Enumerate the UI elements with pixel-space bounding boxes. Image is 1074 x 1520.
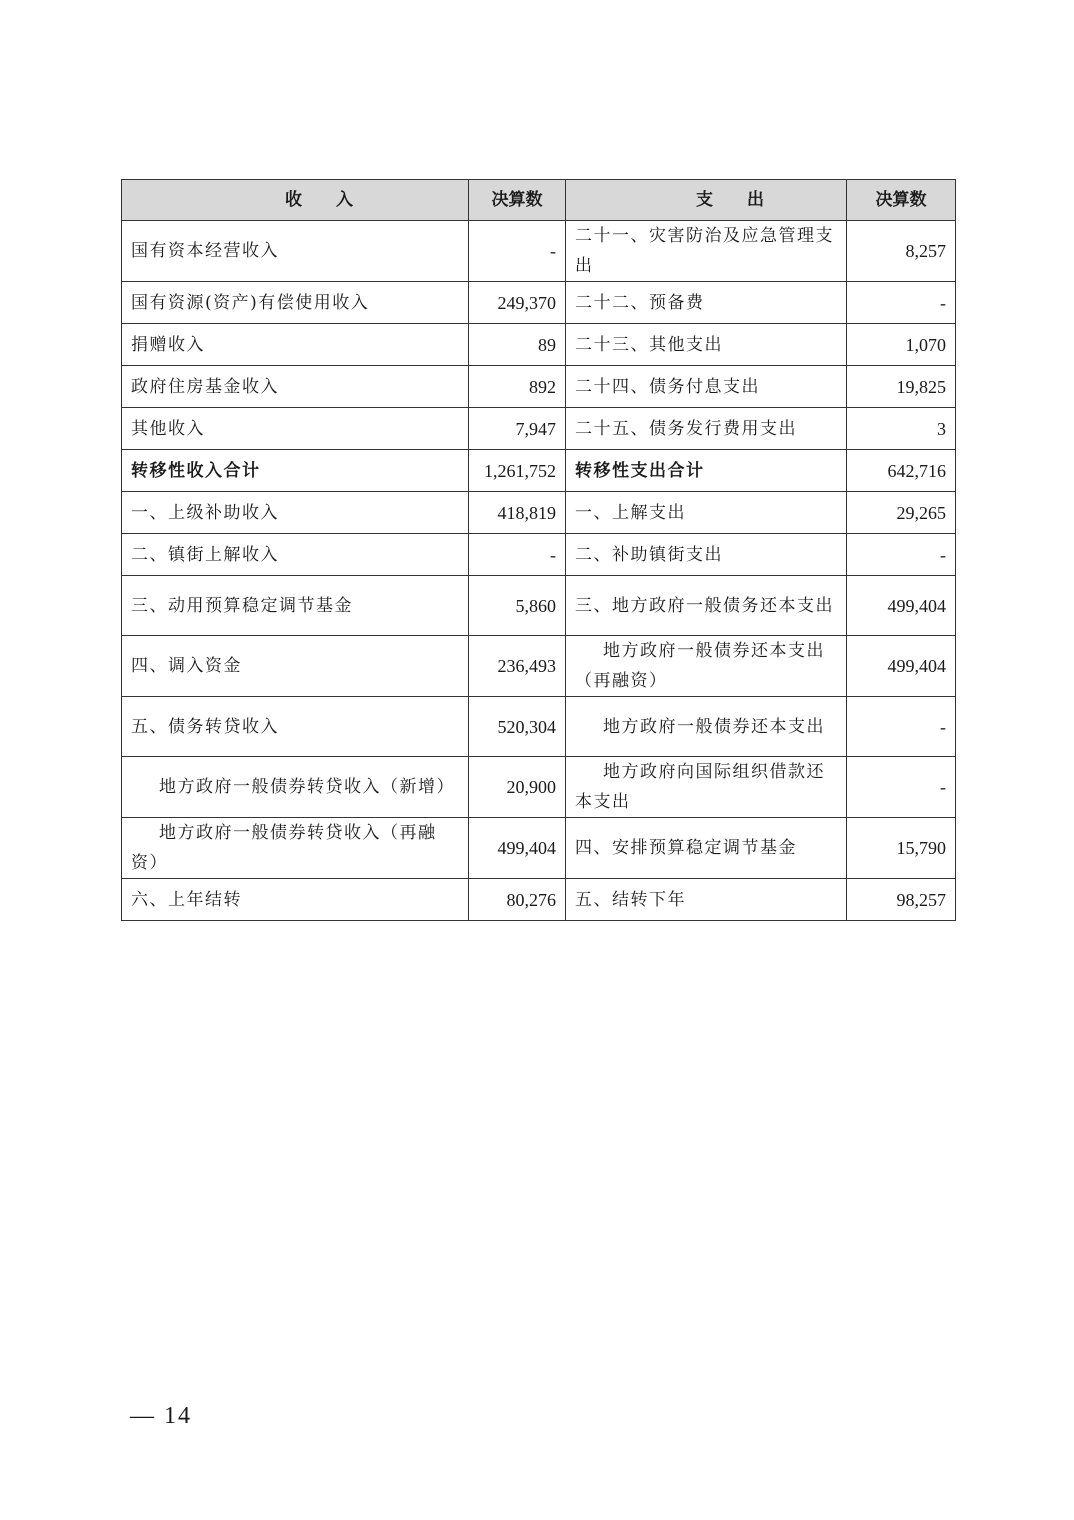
income-amount: 20,900 <box>469 757 566 818</box>
income-amount: 236,493 <box>469 636 566 697</box>
table-row <box>122 636 956 697</box>
expense-amount: 499,404 <box>847 576 956 636</box>
income-amount: 499,404 <box>469 818 566 879</box>
expense-value-column-header: 决算数 <box>847 180 956 221</box>
income-item: 国有资源(资产)有偿使用收入 <box>122 282 469 324</box>
expense-item: 二十二、预备费 <box>566 282 847 324</box>
income-amount: 418,819 <box>469 492 566 534</box>
transfer-income-total-label: 转移性收入合计 <box>122 450 469 492</box>
subtotal-row <box>122 450 956 492</box>
table-row <box>122 282 956 324</box>
budget-table <box>121 179 956 921</box>
income-item: 地方政府一般债券转贷收入（再融资） <box>122 818 469 879</box>
expense-item: 地方政府一般债券还本支出 <box>566 697 847 757</box>
expense-item: 五、结转下年 <box>566 879 847 921</box>
expense-item: 四、安排预算稳定调节基金 <box>566 818 847 879</box>
expense-amount: 29,265 <box>847 492 956 534</box>
expense-amount: 3 <box>847 408 956 450</box>
income-item: 捐赠收入 <box>122 324 469 366</box>
expense-item: 三、地方政府一般债务还本支出 <box>566 576 847 636</box>
income-item: 六、上年结转 <box>122 879 469 921</box>
table-row <box>122 324 956 366</box>
expense-column-header: 支 出 <box>566 180 847 221</box>
transfer-expense-total: 642,716 <box>847 450 956 492</box>
expense-amount: - <box>847 534 956 576</box>
page-number: — 14 <box>130 1403 192 1429</box>
table-row <box>122 757 956 818</box>
expense-amount: 499,404 <box>847 636 956 697</box>
transfer-expense-total-label: 转移性支出合计 <box>566 450 847 492</box>
table-row <box>122 492 956 534</box>
table-row <box>122 408 956 450</box>
income-item: 五、债务转贷收入 <box>122 697 469 757</box>
budget-sheet <box>121 179 955 921</box>
table-row <box>122 818 956 879</box>
table-row <box>122 534 956 576</box>
income-amount: - <box>469 221 566 282</box>
income-item: 三、动用预算稳定调节基金 <box>122 576 469 636</box>
expense-item: 二、补助镇街支出 <box>566 534 847 576</box>
income-amount: 80,276 <box>469 879 566 921</box>
income-amount: - <box>469 534 566 576</box>
expense-item: 二十一、灾害防治及应急管理支出 <box>566 221 847 282</box>
transfer-income-total: 1,261,752 <box>469 450 566 492</box>
income-column-header: 收 入 <box>122 180 469 221</box>
table-row <box>122 697 956 757</box>
table-row <box>122 879 956 921</box>
income-amount: 520,304 <box>469 697 566 757</box>
expense-amount: 1,070 <box>847 324 956 366</box>
expense-item: 地方政府一般债券还本支出（再融资） <box>566 636 847 697</box>
income-item: 二、镇街上解收入 <box>122 534 469 576</box>
expense-amount: 8,257 <box>847 221 956 282</box>
expense-item: 二十五、债务发行费用支出 <box>566 408 847 450</box>
table-row <box>122 366 956 408</box>
income-item: 四、调入资金 <box>122 636 469 697</box>
expense-item: 一、上解支出 <box>566 492 847 534</box>
table-header-row <box>122 180 956 221</box>
income-item: 一、上级补助收入 <box>122 492 469 534</box>
income-amount: 7,947 <box>469 408 566 450</box>
expense-item: 地方政府向国际组织借款还本支出 <box>566 757 847 818</box>
income-amount: 89 <box>469 324 566 366</box>
income-item: 国有资本经营收入 <box>122 221 469 282</box>
expense-amount: - <box>847 757 956 818</box>
expense-item: 二十四、债务付息支出 <box>566 366 847 408</box>
income-item: 政府住房基金收入 <box>122 366 469 408</box>
expense-amount: 98,257 <box>847 879 956 921</box>
income-item: 其他收入 <box>122 408 469 450</box>
table-row <box>122 221 956 282</box>
expense-amount: 19,825 <box>847 366 956 408</box>
table-row <box>122 576 956 636</box>
income-value-column-header: 决算数 <box>469 180 566 221</box>
expense-amount: - <box>847 282 956 324</box>
income-amount: 892 <box>469 366 566 408</box>
income-amount: 5,860 <box>469 576 566 636</box>
expense-amount: 15,790 <box>847 818 956 879</box>
expense-amount: - <box>847 697 956 757</box>
expense-item: 二十三、其他支出 <box>566 324 847 366</box>
income-item: 地方政府一般债券转贷收入（新增） <box>122 757 469 818</box>
income-amount: 249,370 <box>469 282 566 324</box>
